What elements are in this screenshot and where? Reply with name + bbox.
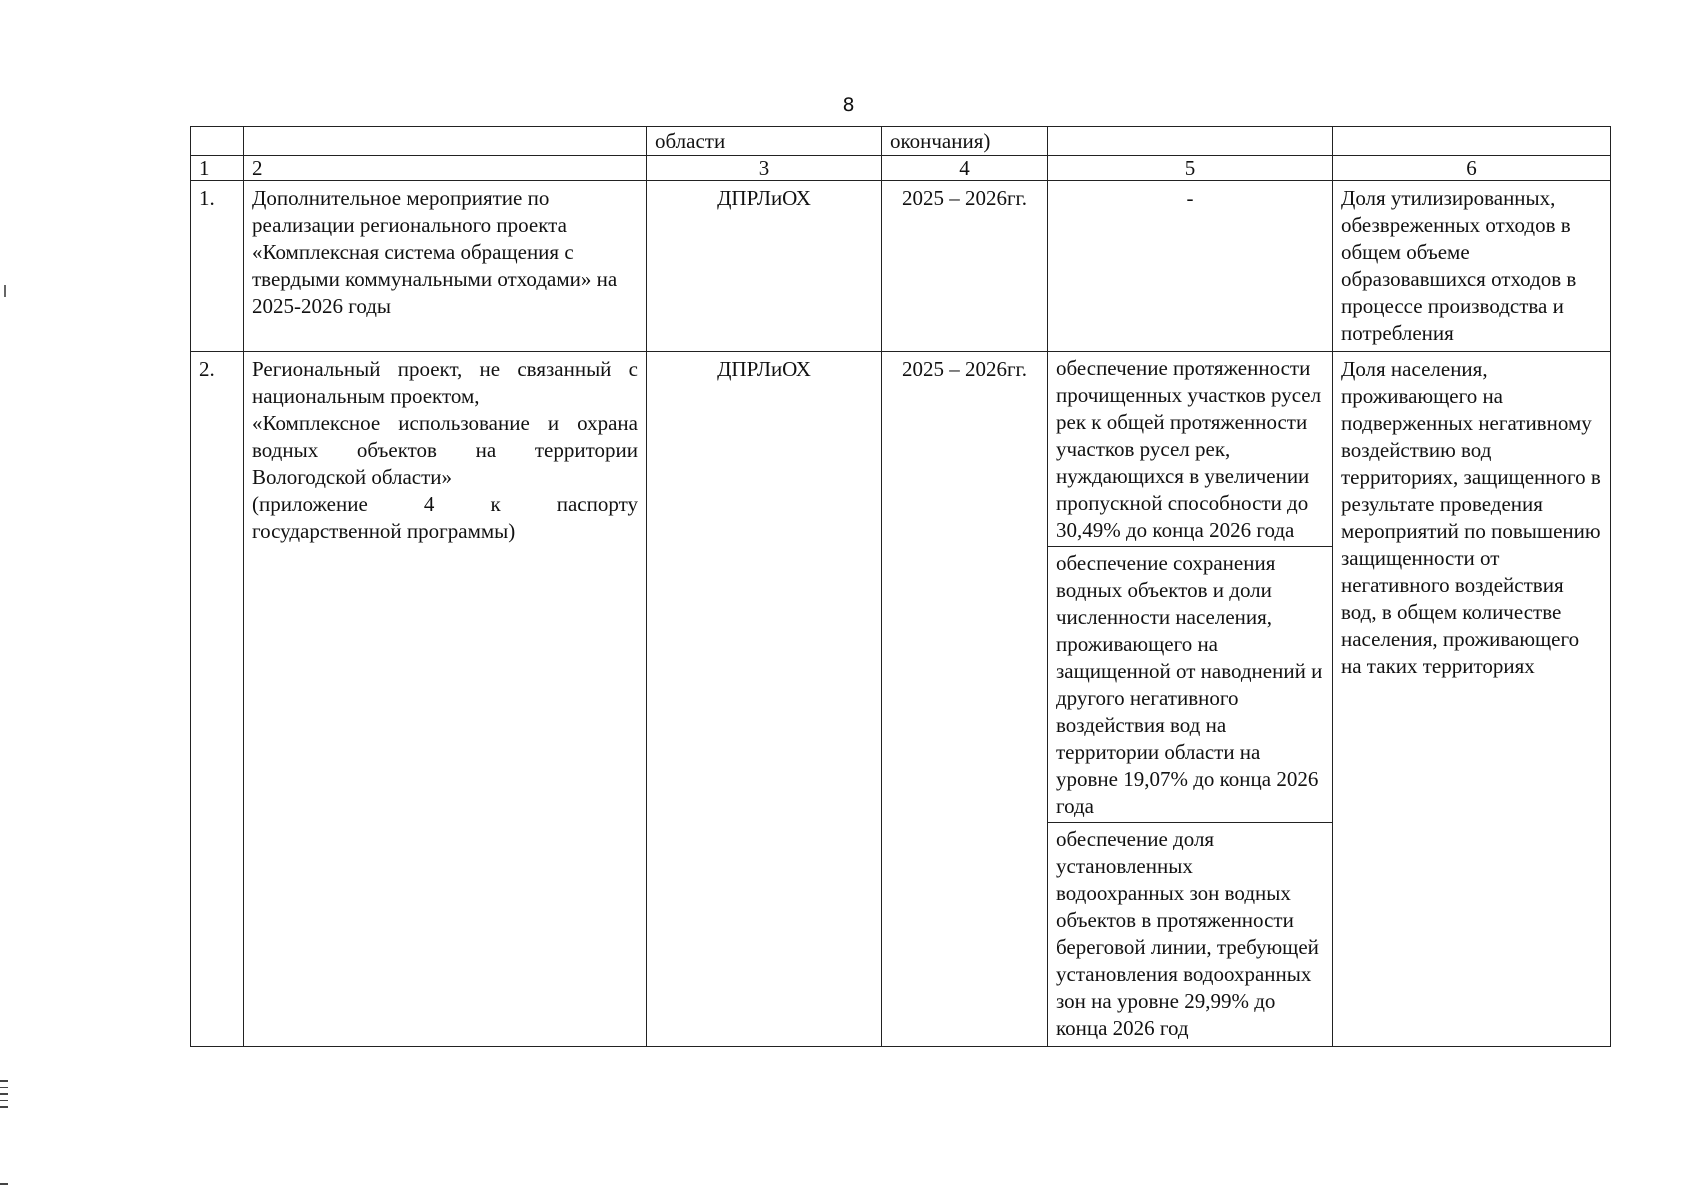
period: 2025 – 2026гг. bbox=[882, 181, 1048, 352]
column-number: 2 bbox=[244, 156, 647, 181]
measure-name: Дополнительное мероприятие по реализации регионального проекта «Комплексная система обращения с твердыми коммунальными отходами» на 2025-2026 годы bbox=[244, 181, 647, 352]
header-cont-cell-4: окончания) bbox=[882, 127, 1048, 156]
result: обеспечение доля установленных водоохранных зон водных объектов в протяженности береговой линии, требующей установления водоохранных зон на уровне 29,99% до конца 2026 год bbox=[1056, 827, 1319, 1040]
indicator: Доля населения, проживающего на подверженных негативному воздействию вод территориях, защищенного в результате проведения мероприятий по повышению защищенности от негативного воздействия вод, в общем количестве населения, проживающего на таких территориях bbox=[1333, 352, 1611, 1047]
header-cont-cell-2 bbox=[244, 127, 647, 156]
result: - bbox=[1048, 181, 1333, 352]
page-number: 8 bbox=[842, 94, 855, 116]
header-cont-cell-3: области bbox=[647, 127, 882, 156]
measure-name-line: «Комплексное использование и охрана водных объектов на территории Вологодской области» bbox=[252, 411, 638, 489]
margin-marks bbox=[0, 1080, 8, 1113]
table-row bbox=[191, 352, 1611, 1047]
table-row bbox=[191, 181, 1611, 352]
header-cont-cell-6 bbox=[1333, 127, 1611, 156]
margin-tick bbox=[4, 285, 6, 297]
header-cont-cell-5 bbox=[1048, 127, 1333, 156]
measure-name bbox=[244, 352, 647, 1047]
column-number: 4 bbox=[882, 156, 1048, 181]
column-number: 5 bbox=[1048, 156, 1333, 181]
results-cell bbox=[1048, 352, 1333, 1047]
column-number-row bbox=[191, 156, 1611, 181]
period: 2025 – 2026гг. bbox=[882, 352, 1048, 1047]
header-cont-cell-1 bbox=[191, 127, 244, 156]
executor: ДПРЛиОХ bbox=[647, 352, 882, 1047]
result: обеспечение протяженности прочищенных участков русел рек к общей протяженности участков русел рек, нуждающихся в увеличении пропускной способности до 30,49% до конца 2026 года bbox=[1048, 352, 1332, 547]
column-number: 6 bbox=[1333, 156, 1611, 181]
measures-table bbox=[190, 126, 1611, 1047]
row-number: 1. bbox=[191, 181, 244, 352]
executor: ДПРЛиОХ bbox=[647, 181, 882, 352]
row-number: 2. bbox=[191, 352, 244, 1047]
column-number: 3 bbox=[647, 156, 882, 181]
measure-name-line: Региональный проект, не связанный с национальным проектом, bbox=[252, 357, 638, 408]
margin-dash bbox=[0, 1183, 8, 1185]
column-number: 1 bbox=[191, 156, 244, 181]
measure-name-line: (приложение 4 к паспорту государственной программы) bbox=[252, 492, 638, 543]
header-continuation-row bbox=[191, 127, 1611, 156]
indicator: Доля утилизированных, обезвреженных отходов в общем объеме образовавшихся отходов в процессе производства и потребления bbox=[1333, 181, 1611, 352]
result: обеспечение сохранения водных объектов и доли численности населения, проживающего на защищенной от наводнений и другого негативного воздействия вод на территории области на уровне 19,07% до конца 2026 года bbox=[1048, 547, 1332, 823]
